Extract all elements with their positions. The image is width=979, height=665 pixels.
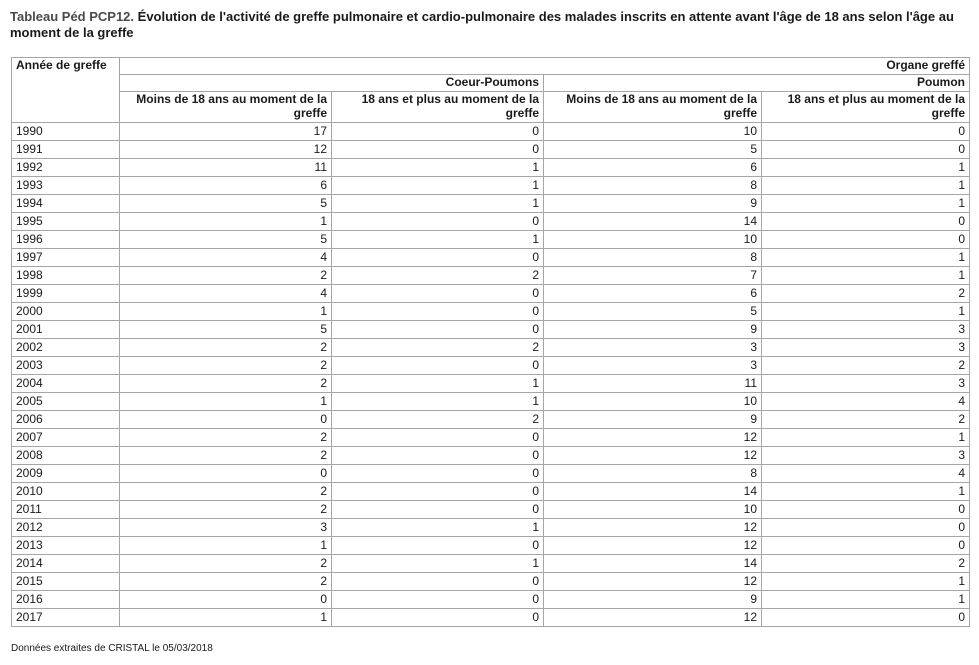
value-cell: 0: [332, 465, 544, 483]
year-cell: 2009: [12, 465, 120, 483]
value-cell: 0: [332, 483, 544, 501]
organ-group-coeur-poumons: Coeur-Poumons: [120, 75, 544, 92]
footnote: Données extraites de CRISTAL le 05/03/2018: [11, 643, 213, 654]
value-cell: 2: [120, 483, 332, 501]
year-cell: 2002: [12, 339, 120, 357]
year-cell: 2005: [12, 393, 120, 411]
value-cell: 2: [332, 339, 544, 357]
table-row: [12, 393, 970, 411]
value-cell: 3: [544, 339, 762, 357]
year-cell: 2006: [12, 411, 120, 429]
value-cell: 0: [762, 519, 970, 537]
value-cell: 1: [120, 609, 332, 627]
value-cell: 2: [120, 375, 332, 393]
value-cell: 0: [332, 357, 544, 375]
table-row: [12, 339, 970, 357]
year-cell: 1998: [12, 267, 120, 285]
year-cell: 1997: [12, 249, 120, 267]
value-cell: 1: [762, 429, 970, 447]
table-row: [12, 195, 970, 213]
value-cell: 0: [332, 321, 544, 339]
value-cell: 1: [332, 393, 544, 411]
year-cell: 2014: [12, 555, 120, 573]
table-row: [12, 231, 970, 249]
value-cell: 0: [332, 501, 544, 519]
year-cell: 2016: [12, 591, 120, 609]
year-cell: 2008: [12, 447, 120, 465]
value-cell: 5: [544, 303, 762, 321]
value-cell: 0: [332, 123, 544, 141]
year-cell: 1993: [12, 177, 120, 195]
table-row: [12, 177, 970, 195]
value-cell: 0: [332, 573, 544, 591]
value-cell: 12: [544, 537, 762, 555]
table-row: [12, 411, 970, 429]
value-cell: 2: [120, 267, 332, 285]
value-cell: 3: [762, 375, 970, 393]
year-cell: 1990: [12, 123, 120, 141]
value-cell: 1: [762, 483, 970, 501]
table-row: [12, 429, 970, 447]
value-cell: 0: [332, 141, 544, 159]
value-cell: 6: [544, 159, 762, 177]
value-cell: 8: [544, 465, 762, 483]
table-row: [12, 609, 970, 627]
value-cell: 1: [332, 159, 544, 177]
value-cell: 12: [120, 141, 332, 159]
year-cell: 2015: [12, 573, 120, 591]
value-cell: 0: [332, 609, 544, 627]
subheader-p-under-18: Moins de 18 ans au moment de la greffe: [544, 92, 762, 123]
value-cell: 2: [762, 285, 970, 303]
table-row: [12, 375, 970, 393]
value-cell: 4: [762, 465, 970, 483]
value-cell: 3: [762, 339, 970, 357]
subheader-cp-under-18: Moins de 18 ans au moment de la greffe: [120, 92, 332, 123]
value-cell: 1: [332, 195, 544, 213]
transplant-table: [11, 57, 970, 627]
subheader-p-18-plus: 18 ans et plus au moment de la greffe: [762, 92, 970, 123]
value-cell: 3: [762, 321, 970, 339]
table-row: [12, 537, 970, 555]
value-cell: 1: [762, 249, 970, 267]
value-cell: 1: [762, 573, 970, 591]
value-cell: 5: [120, 195, 332, 213]
value-cell: 0: [762, 123, 970, 141]
table-row: [12, 213, 970, 231]
year-cell: 2001: [12, 321, 120, 339]
value-cell: 0: [332, 303, 544, 321]
value-cell: 0: [332, 591, 544, 609]
value-cell: 12: [544, 609, 762, 627]
value-cell: 5: [120, 321, 332, 339]
table-body: [12, 123, 970, 627]
value-cell: 10: [544, 231, 762, 249]
value-cell: 4: [120, 249, 332, 267]
value-cell: 1: [120, 303, 332, 321]
table-row: [12, 591, 970, 609]
value-cell: 1: [332, 177, 544, 195]
value-cell: 9: [544, 195, 762, 213]
value-cell: 2: [120, 357, 332, 375]
value-cell: 12: [544, 447, 762, 465]
value-cell: 7: [544, 267, 762, 285]
value-cell: 2: [120, 447, 332, 465]
value-cell: 3: [544, 357, 762, 375]
organ-group-poumon: Poumon: [544, 75, 970, 92]
value-cell: 11: [120, 159, 332, 177]
year-cell: 1996: [12, 231, 120, 249]
value-cell: 0: [120, 591, 332, 609]
value-cell: 0: [332, 447, 544, 465]
value-cell: 0: [762, 501, 970, 519]
value-cell: 9: [544, 411, 762, 429]
year-header: Année de greffe: [12, 58, 120, 123]
table-title-text: Évolution de l'activité de greffe pulmonaire et cardio-pulmonaire des malades inscrits en attente avant l'âge de 18 ans selon l'âge au moment de la greffe: [10, 9, 954, 40]
table-row: [12, 303, 970, 321]
table-row: [12, 501, 970, 519]
value-cell: 1: [332, 519, 544, 537]
value-cell: 10: [544, 123, 762, 141]
value-cell: 3: [762, 447, 970, 465]
year-cell: 2012: [12, 519, 120, 537]
value-cell: 1: [120, 393, 332, 411]
value-cell: 0: [332, 537, 544, 555]
value-cell: 12: [544, 429, 762, 447]
value-cell: 5: [544, 141, 762, 159]
table-row: [12, 447, 970, 465]
value-cell: 1: [120, 537, 332, 555]
value-cell: 1: [762, 159, 970, 177]
year-cell: 2003: [12, 357, 120, 375]
year-cell: 1992: [12, 159, 120, 177]
table-row: [12, 555, 970, 573]
value-cell: 6: [120, 177, 332, 195]
year-cell: 2010: [12, 483, 120, 501]
table-row: [12, 159, 970, 177]
table-row: [12, 285, 970, 303]
value-cell: 8: [544, 249, 762, 267]
value-cell: 9: [544, 591, 762, 609]
value-cell: 2: [762, 357, 970, 375]
value-cell: 0: [120, 465, 332, 483]
value-cell: 0: [120, 411, 332, 429]
value-cell: 0: [762, 213, 970, 231]
year-cell: 2011: [12, 501, 120, 519]
value-cell: 12: [544, 573, 762, 591]
value-cell: 8: [544, 177, 762, 195]
value-cell: 10: [544, 501, 762, 519]
table-row: [12, 321, 970, 339]
subheader-cp-18-plus: 18 ans et plus au moment de la greffe: [332, 92, 544, 123]
value-cell: 1: [762, 195, 970, 213]
value-cell: 0: [332, 213, 544, 231]
value-cell: 2: [332, 267, 544, 285]
value-cell: 1: [762, 591, 970, 609]
value-cell: 12: [544, 519, 762, 537]
value-cell: 1: [332, 555, 544, 573]
value-cell: 2: [762, 411, 970, 429]
value-cell: 6: [544, 285, 762, 303]
year-cell: 2007: [12, 429, 120, 447]
value-cell: 0: [762, 141, 970, 159]
table-row: [12, 483, 970, 501]
year-cell: 1995: [12, 213, 120, 231]
value-cell: 1: [762, 267, 970, 285]
value-cell: 5: [120, 231, 332, 249]
value-cell: 2: [120, 555, 332, 573]
table-row: [12, 249, 970, 267]
value-cell: 1: [762, 177, 970, 195]
year-cell: 1994: [12, 195, 120, 213]
table-title-prefix: Tableau Péd PCP12.: [10, 9, 135, 24]
value-cell: 14: [544, 213, 762, 231]
value-cell: 10: [544, 393, 762, 411]
year-cell: 1991: [12, 141, 120, 159]
organ-header: Organe greffé: [120, 58, 970, 75]
value-cell: 0: [762, 231, 970, 249]
value-cell: 1: [762, 303, 970, 321]
year-cell: 2000: [12, 303, 120, 321]
year-cell: 2017: [12, 609, 120, 627]
value-cell: 1: [332, 231, 544, 249]
value-cell: 2: [120, 429, 332, 447]
value-cell: 17: [120, 123, 332, 141]
value-cell: 14: [544, 555, 762, 573]
value-cell: 14: [544, 483, 762, 501]
table-row: [12, 465, 970, 483]
value-cell: 0: [332, 249, 544, 267]
value-cell: 9: [544, 321, 762, 339]
value-cell: 4: [762, 393, 970, 411]
value-cell: 3: [120, 519, 332, 537]
value-cell: 4: [120, 285, 332, 303]
year-cell: 2013: [12, 537, 120, 555]
table-row: [12, 573, 970, 591]
value-cell: 2: [120, 573, 332, 591]
value-cell: 2: [120, 501, 332, 519]
value-cell: 0: [762, 537, 970, 555]
year-cell: 2004: [12, 375, 120, 393]
value-cell: 1: [332, 375, 544, 393]
table-row: [12, 357, 970, 375]
table-title: [10, 9, 970, 41]
table-row: [12, 519, 970, 537]
value-cell: 2: [120, 339, 332, 357]
value-cell: 11: [544, 375, 762, 393]
value-cell: 2: [332, 411, 544, 429]
table-row: [12, 123, 970, 141]
value-cell: 0: [332, 429, 544, 447]
value-cell: 0: [332, 285, 544, 303]
year-cell: 1999: [12, 285, 120, 303]
value-cell: 2: [762, 555, 970, 573]
table-row: [12, 267, 970, 285]
value-cell: 1: [120, 213, 332, 231]
value-cell: 0: [762, 609, 970, 627]
table-row: [12, 141, 970, 159]
